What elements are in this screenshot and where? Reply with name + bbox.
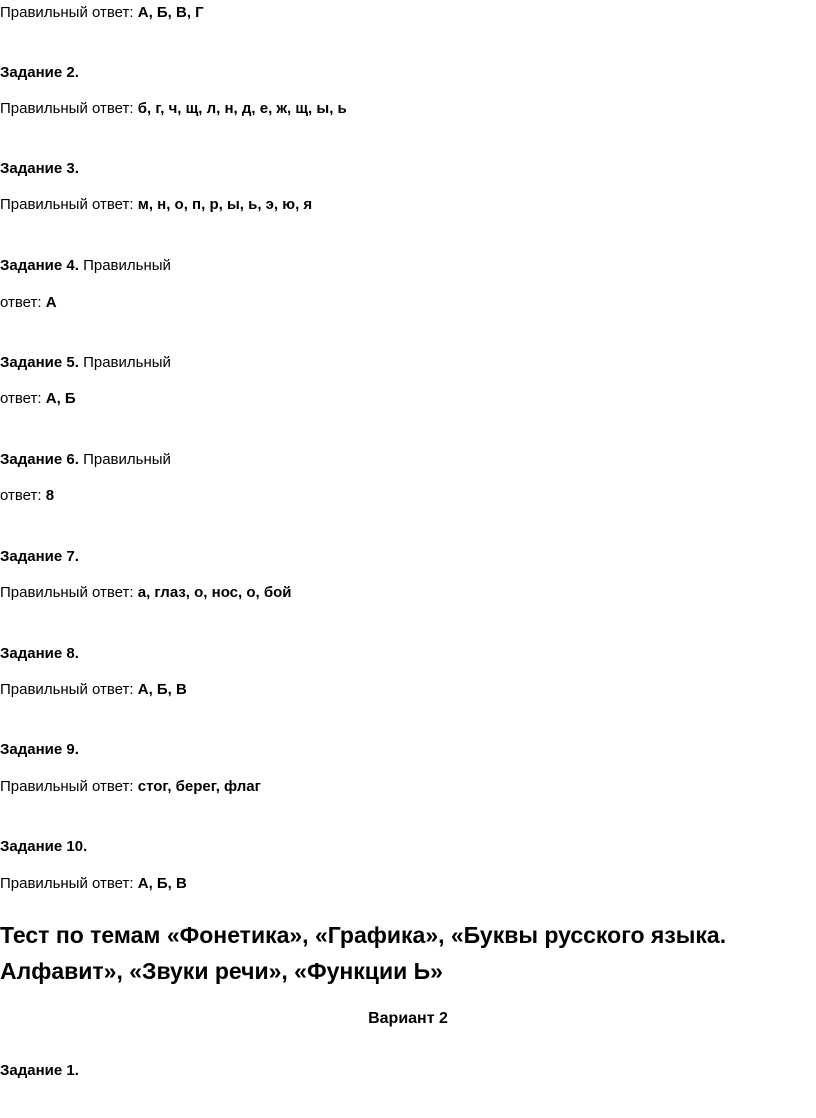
answer-label: Правильный ответ: <box>0 681 138 698</box>
task-9-title: Задание 9. <box>0 741 79 758</box>
answer-label: Правильный ответ: <box>0 100 138 117</box>
answer-value: А, Б, В <box>137 681 187 698</box>
answer-value: А <box>45 294 57 311</box>
task-3-title: Задание 3. <box>0 160 79 177</box>
task-title: Задание 6. <box>0 451 79 468</box>
answer-prefix: Правильный <box>83 257 171 274</box>
answer-label: Правильный ответ: <box>0 4 138 21</box>
test-title-line-1: Тест по темам «Фонетика», «Графика», «Буквы русского языка. <box>0 922 727 948</box>
answer-label: Правильный ответ: <box>0 778 138 795</box>
answer-prefix: Правильный <box>83 451 171 468</box>
answer-2 <box>0 100 347 118</box>
answer-3 <box>0 196 312 214</box>
variant-title: Вариант 2 <box>368 1010 448 1027</box>
task-title: Задание 4. <box>0 257 79 274</box>
answer-label: Правильный ответ: <box>0 875 138 892</box>
answer-1 <box>0 4 204 22</box>
task-4-title <box>0 257 171 275</box>
task-5-title <box>0 354 171 372</box>
task-10-title: Задание 10. <box>0 838 88 855</box>
answer-5 <box>0 390 76 408</box>
answer-10 <box>0 875 187 893</box>
answer-6 <box>0 487 54 505</box>
answer-value: б, г, ч, щ, л, н, д, е, ж, щ, ы, ь <box>137 100 347 117</box>
answer-8 <box>0 681 187 699</box>
answer-4 <box>0 294 57 312</box>
answer-7 <box>0 584 291 602</box>
task-8-title: Задание 8. <box>0 645 79 662</box>
test-title-line-2: Алфавит», «Звуки речи», «Функции Ь» <box>0 958 443 984</box>
answer-value: м, н, о, п, р, ы, ь, э, ю, я <box>137 196 313 213</box>
answer-9 <box>0 778 261 796</box>
answer-prefix: Правильный <box>83 354 171 371</box>
answer-value: А, Б <box>45 390 76 407</box>
answer-suffix: ответ: <box>0 390 46 407</box>
answer-label: Правильный ответ: <box>0 584 138 601</box>
answer-value: а, глаз, о, нос, о, бой <box>137 584 292 601</box>
answer-suffix: ответ: <box>0 487 46 504</box>
task-6-title <box>0 451 171 469</box>
task-title: Задание 5. <box>0 354 79 371</box>
next-task-title: Задание 1. <box>0 1062 79 1079</box>
answer-label: Правильный ответ: <box>0 196 138 213</box>
answer-value: А, Б, В <box>137 875 187 892</box>
answer-value: 8 <box>45 487 55 504</box>
answer-value: стог, берег, флаг <box>137 778 261 795</box>
task-2-title: Задание 2. <box>0 64 79 81</box>
answer-value: А, Б, В, Г <box>137 4 204 21</box>
answer-suffix: ответ: <box>0 294 46 311</box>
task-7-title: Задание 7. <box>0 548 79 565</box>
